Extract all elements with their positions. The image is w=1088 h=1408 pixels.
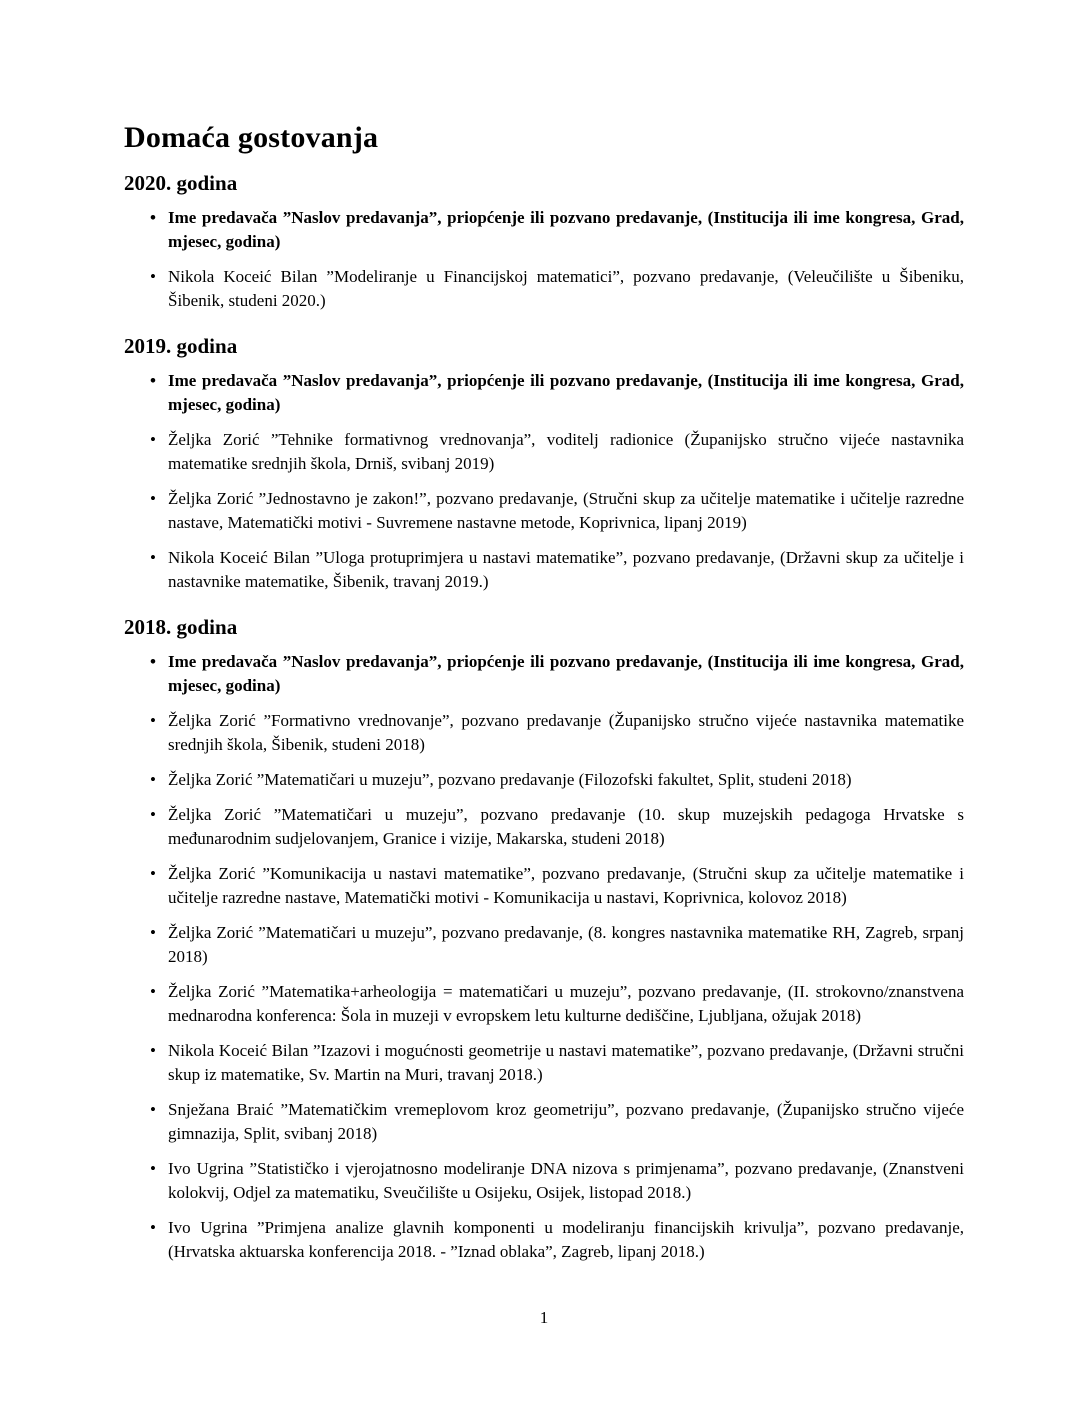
bullet-icon: • — [150, 548, 156, 567]
bullet-icon: • — [150, 982, 156, 1001]
lecture-item-text: Željka Zorić ”Matematičari u muzeju”, pozvano predavanje (10. skup muzejskih pedagoga Hrvatske s međunarodnim sudjelovanjem, Granice i vizije, Makarska, studeni 2018) — [168, 805, 964, 848]
section-heading-2020: 2020. godina — [124, 171, 238, 195]
lecture-item-text: Nikola Koceić Bilan ”Uloga protuprimjera u nastavi matematike”, pozvano predavanje, (Državni skup za učitelje i nastavnike matematike, Šibenik, travanj 2019.) — [168, 548, 964, 591]
lecture-item — [124, 487, 964, 535]
page-title: Domaća gostovanja — [124, 121, 379, 154]
bullet-icon: • — [150, 1100, 156, 1119]
lecture-item — [124, 709, 964, 757]
bullet-icon: • — [150, 430, 156, 449]
lecture-item-text: Željka Zorić ”Matematičari u muzeju”, pozvano predavanje (Filozofski fakultet, Split, studeni 2018) — [168, 770, 852, 789]
lecture-item — [124, 1098, 964, 1146]
lecture-item-template — [124, 650, 964, 698]
lecture-item — [124, 1216, 964, 1264]
lecture-item-text: Željka Zorić ”Formativno vrednovanje”, pozvano predavanje (Županijsko stručno vijeće nastavnika matematike srednjih škola, Šibenik, studeni 2018) — [168, 711, 964, 754]
lecture-list-2019 — [124, 369, 964, 594]
section-2018 — [124, 614, 964, 1264]
lecture-item — [124, 1157, 964, 1205]
lecture-item-text: Željka Zorić ”Komunikacija u nastavi matematike”, pozvano predavanje, (Stručni skup za učitelje matematike i učitelje razredne nastave, Matematički motivi - Komunikacija u nastavi, Koprivnica, kolovoz 2018) — [168, 864, 964, 907]
lecture-item-text: Željka Zorić ”Matematičari u muzeju”, pozvano predavanje, (8. kongres nastavnika matematike RH, Zagreb, srpanj 2018) — [168, 923, 964, 966]
lecture-item — [124, 980, 964, 1028]
lecture-item — [124, 768, 964, 792]
document-content — [124, 120, 964, 1264]
bullet-icon: • — [150, 805, 156, 824]
lecture-item — [124, 428, 964, 476]
lecture-item — [124, 546, 964, 594]
lecture-item-text: Željka Zorić ”Tehnike formativnog vrednovanja”, voditelj radionice (Županijsko stručno vijeće nastavnika matematike srednjih škola, Drniš, svibanj 2019) — [168, 430, 964, 473]
lecture-item-text: Ivo Ugrina ”Primjena analize glavnih komponenti u modeliranju financijskih krivulja”, pozvano predavanje, (Hrvatska aktuarska konferencija 2018. - ”Iznad oblaka”, Zagreb, lipanj 2018.) — [168, 1218, 964, 1261]
lecture-item-text: Ime predavača ”Naslov predavanja”, priopćenje ili pozvano predavanje, (Institucija ili ime kongresa, Grad, mjesec, godina) — [168, 208, 964, 251]
section-2020 — [124, 170, 964, 313]
lecture-list-2020 — [124, 206, 964, 313]
lecture-item-text: Nikola Koceić Bilan ”Modeliranje u Financijskoj matematici”, pozvano predavanje, (Veleučilište u Šibeniku, Šibenik, studeni 2020.) — [168, 267, 964, 310]
bullet-icon: • — [150, 923, 156, 942]
lecture-item — [124, 265, 964, 313]
bullet-icon: • — [150, 1159, 156, 1178]
bullet-icon: • — [150, 489, 156, 508]
bullet-icon: • — [150, 770, 156, 789]
bullet-icon: • — [150, 1041, 156, 1060]
lecture-item-text: Željka Zorić ”Matematika+arheologija = matematičari u muzeju”, pozvano predavanje, (II. strokovno/znanstvena mednarodna konferenca: Šola in muzeji v evropskem letu kulturne dediščine, Ljubljana, ožujak 2018) — [168, 982, 964, 1025]
lecture-item — [124, 803, 964, 851]
bullet-icon: • — [150, 371, 156, 390]
lecture-item — [124, 1039, 964, 1087]
bullet-icon: • — [150, 208, 156, 227]
page-number: 1 — [539, 1308, 549, 1327]
lecture-item-text: Nikola Koceić Bilan ”Izazovi i mogućnosti geometrije u nastavi matematike”, pozvano predavanje, (Državni stručni skup iz matematike, Sv. Martin na Muri, travanj 2018.) — [168, 1041, 964, 1084]
lecture-list-2018 — [124, 650, 964, 1264]
lecture-item-template — [124, 206, 964, 254]
lecture-item — [124, 921, 964, 969]
lecture-item-template — [124, 369, 964, 417]
bullet-icon: • — [150, 864, 156, 883]
lecture-item-text: Ivo Ugrina ”Statističko i vjerojatnosno modeliranje DNA nizova s primjenama”, pozvano predavanje, (Znanstveni kolokvij, Odjel za matematiku, Sveučilište u Osijeku, Osijek, listopad 2018.) — [168, 1159, 964, 1202]
lecture-item-text: Ime predavača ”Naslov predavanja”, priopćenje ili pozvano predavanje, (Institucija ili ime kongresa, Grad, mjesec, godina) — [168, 652, 964, 695]
lecture-item — [124, 862, 964, 910]
lecture-item-text: Ime predavača ”Naslov predavanja”, priopćenje ili pozvano predavanje, (Institucija ili ime kongresa, Grad, mjesec, godina) — [168, 371, 964, 414]
section-heading-2019: 2019. godina — [124, 334, 238, 358]
bullet-icon: • — [150, 652, 156, 671]
bullet-icon: • — [150, 711, 156, 730]
bullet-icon: • — [150, 267, 156, 286]
bullet-icon: • — [150, 1218, 156, 1237]
lecture-item-text: Željka Zorić ”Jednostavno je zakon!”, pozvano predavanje, (Stručni skup za učitelje matematike i učitelje razredne nastave, Matematički motivi - Suvremene nastavne metode, Koprivnica, lipanj 2019) — [168, 489, 964, 532]
lecture-item-text: Snježana Braić ”Matematičkim vremeplovom kroz geometriju”, pozvano predavanje, (Županijsko stručno vijeće gimnazija, Split, svibanj 2018) — [168, 1100, 964, 1143]
section-2019 — [124, 333, 964, 594]
section-heading-2018: 2018. godina — [124, 615, 238, 639]
